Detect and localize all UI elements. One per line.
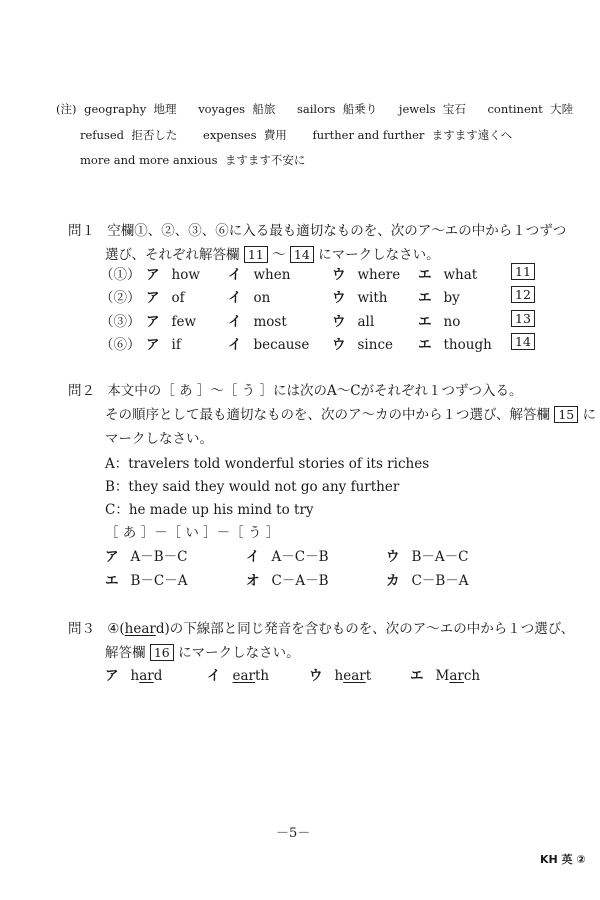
q3-choice: ア hard [105, 668, 163, 684]
answer-box: 11 [511, 263, 535, 280]
note-item: sailors 船乗り [297, 102, 378, 116]
answer-box: 16 [150, 644, 174, 661]
q1-number: 問１ [68, 223, 95, 239]
note-item: expenses 費用 [203, 128, 287, 142]
q2-choice: イ A－C－B [246, 549, 329, 565]
answer-box: 11 [244, 246, 268, 263]
q1-line-1 [68, 219, 566, 239]
notes-line-2 [80, 127, 512, 143]
answer-box: 14 [511, 333, 535, 350]
note-item: geography 地理 [84, 102, 177, 116]
q1-text: 空欄①、②、③、⑥に入る最も適切なものを、次のア〜エの中から１つずつ [107, 223, 567, 239]
q2-sentence-c: C：he made up his mind to try [105, 502, 314, 518]
q2-choice: ア A－B－C [105, 549, 188, 565]
underlined-word: hear [124, 621, 156, 637]
q2-line-3: マークしなさい。 [105, 431, 213, 447]
q2-text: 本文中の［ あ ］〜［ う ］には次のA〜Cがそれぞれ１つずつ入る。 [107, 383, 523, 399]
q2-order-label: ［ あ ］－［ い ］－［ う ］ [105, 525, 280, 541]
page-number: －5－ [276, 826, 311, 841]
q2-choice: エ B－C－A [105, 573, 188, 589]
q3-line-2: 解答欄 16 にマークしなさい。 [105, 645, 300, 661]
q2-choice: オ C－A－B [246, 573, 329, 589]
notes-line-3 [80, 152, 305, 168]
q2-sentence-a: A：travelers told wonderful stories of its riches [105, 456, 430, 472]
answer-box: 15 [554, 406, 578, 423]
answer-box: 13 [511, 310, 535, 327]
q2-line-2: その順序として最も適切なものを、次のア〜カの中から１つ選び、解答欄 15 に [105, 407, 597, 423]
exam-code: KH 英 ② [540, 853, 586, 866]
note-item: jewels 宝石 [398, 102, 466, 116]
q3-number: 問３ [68, 621, 95, 637]
q3-choice: エ March [410, 668, 481, 684]
answer-box: 12 [511, 286, 535, 303]
q3-line-1: 問３ ④(heard)の下線部と同じ発音を含むものを、次のア〜エの中から１つ選び、 [68, 621, 575, 637]
note-item: voyages 船旅 [198, 102, 276, 116]
q3-choice: ウ heart [309, 668, 372, 684]
q3-choice: イ earth [207, 668, 270, 684]
q2-number: 問２ [68, 383, 95, 399]
q1-line-2: 選び、それぞれ解答欄 11 〜 14 にマークしなさい。 [105, 247, 440, 263]
note-item: more and more anxious ますます不安に [80, 153, 306, 167]
q2-line-1 [68, 379, 523, 399]
answer-box: 14 [290, 246, 314, 263]
notes-line-1 [56, 101, 573, 117]
notes-label: (注) [56, 102, 77, 116]
q2-choice: カ C－B－A [386, 573, 469, 589]
q2-sentence-b: B：they said they would not go any further [105, 479, 400, 495]
q2-choice: ウ B－A－C [386, 549, 469, 565]
note-item: continent 大陸 [487, 102, 574, 116]
note-item: further and further ますます遠くへ [312, 128, 513, 142]
note-item: refused 拒否した [80, 128, 178, 142]
